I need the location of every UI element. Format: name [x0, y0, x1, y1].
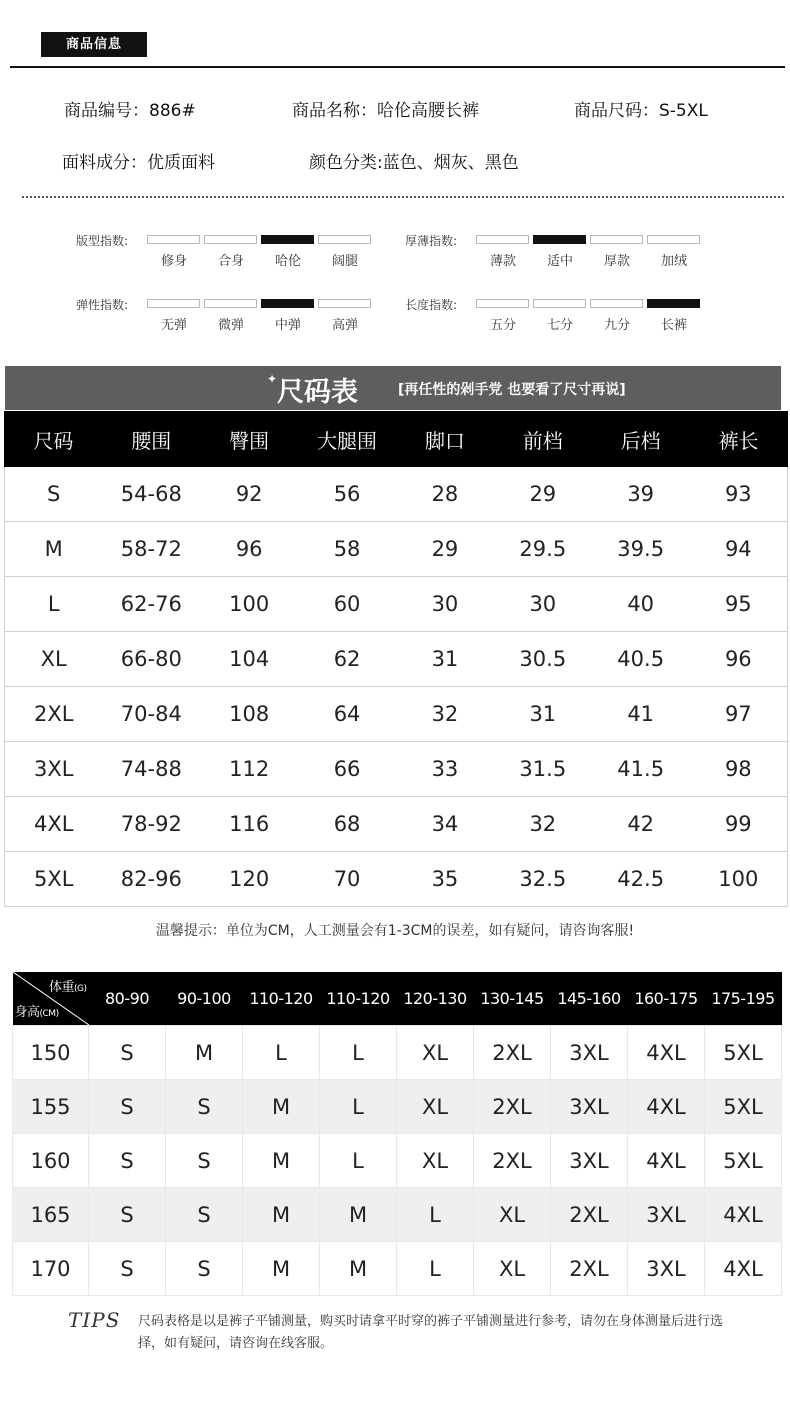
size-table-cell: 35: [396, 852, 494, 907]
index-title: 弹性指数:: [76, 298, 129, 312]
hw-weight-header: 110-120: [320, 972, 397, 1026]
index-option-label: 薄款: [489, 254, 516, 269]
hw-size-cell: 5XL: [705, 1134, 782, 1188]
dotted-divider: [22, 196, 784, 198]
hw-size-cell: 5XL: [705, 1026, 782, 1080]
size-table-cell: XL: [5, 632, 103, 687]
index-title: 长度指数:: [405, 298, 458, 312]
size-table-cell: 96: [690, 632, 788, 687]
size-chart-title: 尺码表: [277, 377, 358, 408]
hw-size-cell: S: [89, 1242, 166, 1296]
size-table-cell: 62: [298, 632, 396, 687]
index-segment: [261, 235, 314, 244]
index-option-label: 加绒: [660, 254, 687, 269]
index-segment: [476, 299, 529, 308]
size-table-cell: 42: [592, 797, 690, 852]
size-table-cell: 100: [200, 577, 298, 632]
hw-weight-header: 145-160: [551, 972, 628, 1026]
size-table-cell: 98: [690, 742, 788, 797]
index-segment: [533, 299, 586, 308]
hw-size-cell: 2XL: [474, 1080, 551, 1134]
hw-table-row: [13, 1134, 782, 1188]
size-table-row: [5, 797, 788, 852]
size-table-cell: S: [5, 467, 103, 522]
hw-size-cell: XL: [397, 1134, 474, 1188]
size-table-cell: L: [5, 577, 103, 632]
hw-size-cell: M: [243, 1134, 320, 1188]
size-table-cell: 70-84: [102, 687, 200, 742]
hw-size-cell: 4XL: [705, 1242, 782, 1296]
size-chart-subtitle: [再任性的剁手党 也要看了尺寸再说]: [398, 382, 626, 398]
size-table-cell: 104: [200, 632, 298, 687]
size-table-row: [5, 577, 788, 632]
size-table-cell: 34: [396, 797, 494, 852]
index-segment: [147, 235, 200, 244]
size-table-cell: 120: [200, 852, 298, 907]
hw-size-cell: M: [166, 1026, 243, 1080]
hw-table-row: [13, 1080, 782, 1134]
index-option-label: 阔腿: [331, 254, 358, 269]
hw-weight-header: 120-130: [397, 972, 474, 1026]
info-product-sizes: 商品尺码：S-5XL: [574, 101, 708, 121]
hw-size-cell: XL: [397, 1080, 474, 1134]
index-option-label: 七分: [546, 318, 573, 333]
size-table-cell: 30: [494, 577, 592, 632]
size-table-cell: 30.5: [494, 632, 592, 687]
hw-size-cell: L: [397, 1188, 474, 1242]
size-table-cell: 31: [396, 632, 494, 687]
hw-size-cell: S: [89, 1134, 166, 1188]
size-table-cell: M: [5, 522, 103, 577]
index-segment: [318, 299, 371, 308]
size-table-header: [5, 412, 788, 467]
index-option-label: 长裤: [660, 318, 687, 333]
index-title: 厚薄指数:: [405, 234, 458, 248]
hw-height-cell: 165: [13, 1188, 89, 1242]
size-table-row: [5, 632, 788, 687]
size-table-cell: 31: [494, 687, 592, 742]
header-divider: [10, 66, 785, 68]
size-table-cell: 39.5: [592, 522, 690, 577]
corner-height-label: [15, 1001, 59, 1020]
size-table-column-header: 腰围: [102, 412, 200, 467]
hw-size-cell: M: [243, 1242, 320, 1296]
hw-size-cell: 5XL: [705, 1080, 782, 1134]
size-table-cell: 78-92: [102, 797, 200, 852]
index-option-label: 高弹: [331, 318, 358, 333]
size-table-row: [5, 687, 788, 742]
hw-size-cell: 2XL: [474, 1134, 551, 1188]
hw-size-cell: XL: [397, 1026, 474, 1080]
hw-weight-header: 130-145: [474, 972, 551, 1026]
corner-height-text: 身高: [14, 1005, 40, 1020]
size-table-row: [5, 742, 788, 797]
hw-table-row: [13, 1026, 782, 1080]
size-table-cell: 56: [298, 467, 396, 522]
hw-size-cell: 4XL: [628, 1026, 705, 1080]
hw-table-header: [13, 972, 782, 1026]
size-table-row: [5, 852, 788, 907]
hw-size-cell: 2XL: [551, 1242, 628, 1296]
size-table-cell: 97: [690, 687, 788, 742]
index-segment: [647, 299, 700, 308]
size-table-cell: 96: [200, 522, 298, 577]
size-table-cell: 62-76: [102, 577, 200, 632]
hw-size-cell: 3XL: [551, 1026, 628, 1080]
size-table-cell: 95: [690, 577, 788, 632]
hw-size-cell: 3XL: [628, 1242, 705, 1296]
size-table-cell: 5XL: [5, 852, 103, 907]
size-table-cell: 74-88: [102, 742, 200, 797]
size-table-cell: 68: [298, 797, 396, 852]
size-table-cell: 66: [298, 742, 396, 797]
size-table-cell: 29.5: [494, 522, 592, 577]
hw-weight-header: 110-120: [243, 972, 320, 1026]
index-segment: [261, 299, 314, 308]
corner-weight-unit: (G): [74, 984, 87, 994]
index-option-label: 合身: [217, 254, 244, 269]
size-table-row: [5, 522, 788, 577]
index-segment: [204, 299, 257, 308]
index-option-label: 修身: [160, 254, 187, 269]
size-table-cell: 40.5: [592, 632, 690, 687]
hw-height-cell: 155: [13, 1080, 89, 1134]
corner-weight-text: 体重: [48, 980, 74, 995]
sparkle-icon: ✦: [267, 372, 278, 386]
index-option-label: 无弹: [160, 318, 187, 333]
hw-size-cell: L: [320, 1026, 397, 1080]
index-segment: [647, 235, 700, 244]
index-segment: [476, 235, 529, 244]
hw-table-row: [13, 1242, 782, 1296]
size-table-cell: 70: [298, 852, 396, 907]
index-option-label: 适中: [546, 254, 573, 269]
hw-size-cell: 4XL: [705, 1188, 782, 1242]
section-badge: 商品信息: [41, 32, 147, 57]
size-chart-banner: [5, 366, 781, 410]
measurement-note: 温馨提示：单位为CM，人工测量会有1-3CM的误差，如有疑问，请咨询客服!: [155, 923, 635, 939]
corner-weight-label: [49, 976, 87, 995]
size-table-column-header: 前档: [494, 412, 592, 467]
hw-size-cell: S: [89, 1026, 166, 1080]
size-table-cell: 116: [200, 797, 298, 852]
index-segment: [590, 235, 643, 244]
size-table-cell: 93: [690, 467, 788, 522]
size-table-cell: 66-80: [102, 632, 200, 687]
hw-weight-header: 175-195: [705, 972, 782, 1026]
index-title: 版型指数:: [76, 234, 129, 248]
corner-height-unit: (CM): [39, 1009, 59, 1019]
size-table-column-header: 大腿围: [298, 412, 396, 467]
info-product-code: 商品编号：886#: [64, 101, 196, 121]
size-table-cell: 41: [592, 687, 690, 742]
hw-size-cell: M: [243, 1080, 320, 1134]
index-option-label: 厚款: [603, 254, 630, 269]
size-table-cell: 40: [592, 577, 690, 632]
hw-height-cell: 150: [13, 1026, 89, 1080]
size-table-cell: 4XL: [5, 797, 103, 852]
size-table-cell: 108: [200, 687, 298, 742]
info-colors: 颜色分类:蓝色、烟灰、黑色: [309, 153, 519, 173]
hw-size-cell: 3XL: [551, 1080, 628, 1134]
size-table-cell: 41.5: [592, 742, 690, 797]
size-table-cell: 100: [690, 852, 788, 907]
hw-size-cell: 4XL: [628, 1134, 705, 1188]
hw-size-cell: 2XL: [474, 1026, 551, 1080]
hw-size-cell: L: [397, 1242, 474, 1296]
size-table-row: [5, 467, 788, 522]
info-fabric: 面料成分：优质面料: [62, 153, 215, 173]
size-table-cell: 58-72: [102, 522, 200, 577]
hw-size-cell: S: [89, 1188, 166, 1242]
hw-size-cell: XL: [474, 1188, 551, 1242]
hw-weight-header: 160-175: [628, 972, 705, 1026]
index-option-label: 中弹: [274, 318, 301, 333]
size-table-column-header: 裤长: [690, 412, 788, 467]
size-table-cell: 39: [592, 467, 690, 522]
size-table-cell: 28: [396, 467, 494, 522]
index-option-label: 哈伦: [274, 254, 301, 269]
hw-size-cell: 2XL: [551, 1188, 628, 1242]
index-segment: [318, 235, 371, 244]
hw-table-row: [13, 1188, 782, 1242]
size-table-column-header: 尺码: [5, 412, 103, 467]
size-table-cell: 64: [298, 687, 396, 742]
index-option-label: 微弹: [217, 318, 244, 333]
index-option-label: 九分: [603, 318, 630, 333]
size-table-cell: 42.5: [592, 852, 690, 907]
index-segment: [147, 299, 200, 308]
hw-size-cell: L: [243, 1026, 320, 1080]
hw-height-cell: 160: [13, 1134, 89, 1188]
hw-corner-cell: [13, 972, 89, 1026]
size-table-cell: 54-68: [102, 467, 200, 522]
size-table-cell: 32.5: [494, 852, 592, 907]
tips-label: TIPS: [68, 1308, 121, 1332]
hw-size-cell: L: [320, 1134, 397, 1188]
hw-size-cell: M: [243, 1188, 320, 1242]
index-option-label: 五分: [489, 318, 516, 333]
size-table-cell: 29: [396, 522, 494, 577]
hw-size-cell: S: [166, 1188, 243, 1242]
hw-size-cell: 4XL: [628, 1080, 705, 1134]
index-segment: [204, 235, 257, 244]
hw-size-cell: S: [166, 1080, 243, 1134]
hw-weight-header: 90-100: [166, 972, 243, 1026]
hw-size-cell: XL: [474, 1242, 551, 1296]
size-table-cell: 2XL: [5, 687, 103, 742]
size-table-cell: 30: [396, 577, 494, 632]
size-table-column-header: 后档: [592, 412, 690, 467]
size-table-cell: 33: [396, 742, 494, 797]
index-segment: [590, 299, 643, 308]
hw-size-cell: M: [320, 1188, 397, 1242]
info-product-name: 商品名称：哈伦高腰长裤: [292, 101, 479, 121]
hw-height-cell: 170: [13, 1242, 89, 1296]
size-table-cell: 32: [494, 797, 592, 852]
size-table-cell: 60: [298, 577, 396, 632]
size-table-cell: 32: [396, 687, 494, 742]
hw-weight-header: 80-90: [89, 972, 166, 1026]
hw-size-cell: 3XL: [551, 1134, 628, 1188]
size-table-cell: 3XL: [5, 742, 103, 797]
size-table-column-header: 臀围: [200, 412, 298, 467]
size-table-cell: 92: [200, 467, 298, 522]
size-table: [4, 411, 788, 907]
hw-size-cell: S: [166, 1134, 243, 1188]
hw-size-cell: M: [320, 1242, 397, 1296]
size-table-cell: 31.5: [494, 742, 592, 797]
height-weight-table: [12, 972, 782, 1296]
size-table-cell: 99: [690, 797, 788, 852]
tips-text: 尺码表格是以是裤子平铺测量，购买时请拿平时穿的裤子平铺测量进行参考，请勿在身体测量后进行选择，如有疑问，请咨询在线客服。: [138, 1314, 724, 1351]
size-table-cell: 29: [494, 467, 592, 522]
hw-size-cell: L: [320, 1080, 397, 1134]
size-table-cell: 58: [298, 522, 396, 577]
size-table-cell: 94: [690, 522, 788, 577]
size-table-cell: 112: [200, 742, 298, 797]
size-table-column-header: 脚口: [396, 412, 494, 467]
hw-size-cell: 3XL: [628, 1188, 705, 1242]
size-table-cell: 82-96: [102, 852, 200, 907]
hw-size-cell: S: [166, 1242, 243, 1296]
hw-size-cell: S: [89, 1080, 166, 1134]
index-segment: [533, 235, 586, 244]
